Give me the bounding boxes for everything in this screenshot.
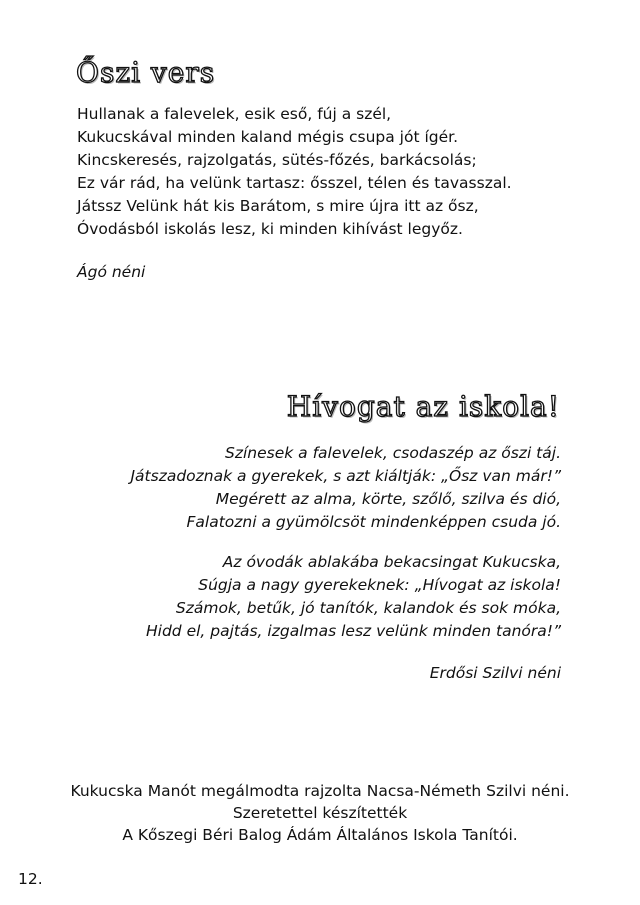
poem-line: Falatozni a gyümölcsöt mindenképpen csuda jó. [186,513,561,531]
poem-line: Óvodásból iskolás lesz, ki minden kihívást legyőz. [77,220,463,238]
poem-line: Megérett az alma, körte, szőlő, szilva és dió, [215,490,561,508]
poem-line: Számok, betűk, jó tanítók, kalandok és sok móka, [175,599,561,617]
credits-line: Szeretettel készítették [232,804,408,822]
poem1-body [77,103,512,241]
poem-line: Kincskeresés, rajzolgatás, sütés-főzés, barkácsolás; [77,151,477,169]
credits-line: Kukucska Manót megálmodta rajzolta Nacsa-Németh Szilvi néni. [70,782,570,800]
poem-line: Ez vár rád, ha velünk tartasz: ősszel, télen és tavasszal. [77,174,512,192]
page-number: 12. [18,870,43,888]
poem-line: Súgja a nagy gyerekeknek: „Hívogat az iskola! [198,576,561,594]
credits-footer [0,780,640,846]
poem2-author: Erdősi Szilvi néni [429,664,561,682]
poem1-title: Őszi vers [76,56,216,89]
poem-line: Hullanak a falevelek, esik eső, fúj a szél, [77,105,392,123]
poem2-stanza-2 [146,551,561,643]
poem2-title: Hívogat az iskola! [286,390,560,423]
credits-line: A Kőszegi Béri Balog Ádám Általános Iskola Tanítói. [122,826,518,844]
poem-line: Játssz Velünk hát kis Barátom, s mire újra itt az ősz, [77,197,479,215]
poem2-stanza-1 [130,442,561,534]
poem-line: Az óvodák ablakába bekacsingat Kukucska, [222,553,561,571]
poem-line: Hidd el, pajtás, izgalmas lesz velünk minden tanóra!” [146,622,561,640]
poem1-author: Ágó néni [77,263,146,281]
poem-line: Kukucskával minden kaland mégis csupa jót ígér. [77,128,459,146]
poem-line: Játszadoznak a gyerekek, s azt kiáltják: „Ősz van már!” [130,467,561,485]
poem-line: Színesek a falevelek, csodaszép az őszi táj. [225,444,561,462]
